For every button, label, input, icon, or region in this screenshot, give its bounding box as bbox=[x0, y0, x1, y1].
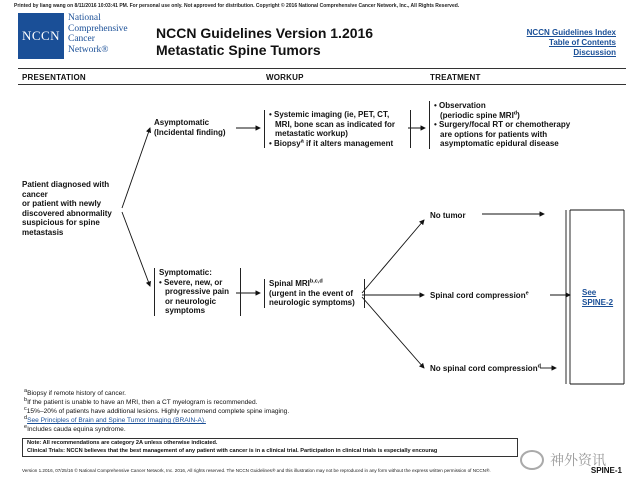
guidelines-index-link[interactable]: NCCN Guidelines Index bbox=[526, 28, 616, 37]
footnote-text: Includes cauda equina syndrome. bbox=[27, 426, 126, 433]
outcome-compression bbox=[430, 291, 529, 301]
footnote-ref: a bbox=[300, 138, 304, 145]
outcome-no-compression bbox=[430, 364, 541, 374]
page-id: SPINE-1 bbox=[590, 466, 622, 475]
observation-mri: (periodic spine MRI bbox=[440, 110, 514, 120]
logo-line: National bbox=[68, 13, 101, 23]
symptomatic-line: or neurologic bbox=[165, 296, 217, 306]
observation-detail bbox=[434, 111, 594, 121]
footnote-e bbox=[24, 423, 126, 434]
asym-workup-line: MRI, bone scan as indicated for bbox=[275, 119, 396, 129]
arrow-to-no-tumor bbox=[362, 220, 424, 293]
version-footer: Version 1.2016, 07/25/16 © National Comprehensive Cancer Network, Inc. 2016, All rights reserved. The NCCN Guidelines® and this illustration may not be reproduced in any form without the express written permission of NCCN®. bbox=[22, 468, 491, 473]
footnote-ref: d bbox=[537, 363, 541, 370]
guideline-page bbox=[4, 0, 636, 496]
footnote-d bbox=[24, 414, 206, 425]
symptomatic-box bbox=[154, 268, 241, 316]
compression-text: Spinal cord compression bbox=[430, 291, 526, 300]
column-header-treatment: TREATMENT bbox=[430, 73, 481, 82]
footnote-a bbox=[24, 387, 127, 398]
logo-line: Cancer bbox=[68, 34, 95, 44]
logo-line: Comprehensive bbox=[68, 23, 128, 34]
asym-treatment-box bbox=[429, 101, 594, 149]
footnote-ref: e bbox=[525, 290, 529, 297]
symptomatic-line: symptoms bbox=[165, 306, 206, 316]
spinal-mri-detail: neurologic symptoms) bbox=[269, 298, 355, 308]
footnote-text: If the patient is unable to have an MRI, then a CT myelogram is recommended. bbox=[27, 399, 258, 406]
footnote-letter: c bbox=[24, 405, 27, 412]
presentation-line: metastasis bbox=[22, 227, 64, 237]
asym-workup-box bbox=[264, 110, 411, 148]
footnote-ref: d bbox=[513, 109, 518, 116]
observation-close: ) bbox=[517, 110, 520, 120]
title-version: NCCN Guidelines Version 1.2016 bbox=[156, 25, 374, 41]
arrow-to-no-compression bbox=[362, 297, 424, 368]
symptomatic-label: Symptomatic: bbox=[159, 268, 212, 277]
symptomatic-line: progressive pain bbox=[165, 287, 230, 297]
watermark-text: 神外资讯 bbox=[550, 452, 606, 468]
presentation-line: or patient with newly bbox=[22, 199, 102, 209]
footnote-ref: b,c,d bbox=[309, 278, 323, 285]
biopsy-text: • Biopsy bbox=[269, 138, 301, 148]
footnote-b bbox=[24, 396, 258, 407]
asymptomatic-line: Asymptomatic bbox=[154, 118, 210, 127]
asym-workup-biopsy bbox=[269, 139, 407, 149]
presentation-line: Patient diagnosed with bbox=[22, 180, 110, 189]
arrow-to-symptomatic bbox=[122, 212, 150, 286]
brain-a-link[interactable]: See Principles of Brain and Spine Tumor Imaging (BRAIN-A). bbox=[27, 417, 206, 424]
spinal-mri-text: Spinal MRI bbox=[269, 279, 310, 288]
footnote-letter: a bbox=[24, 387, 28, 394]
footnote-letter: d bbox=[24, 414, 28, 421]
column-header-workup: WORKUP bbox=[266, 73, 304, 82]
footnote-c bbox=[24, 405, 290, 416]
presentation-line: cancer bbox=[22, 189, 48, 199]
footnote-letter: e bbox=[24, 423, 28, 430]
note-box bbox=[22, 438, 518, 457]
arrow-to-asymptomatic bbox=[122, 128, 150, 208]
sym-workup-box bbox=[264, 279, 365, 308]
title-topic: Metastatic Spine Tumors bbox=[156, 42, 321, 58]
surgery-line: asymptomatic epidural disease bbox=[440, 139, 559, 149]
printed-header: Printed by liang wang on 8/11/2016 10:03:41 PM. For personal use only. Not approved for distribution. Copyright © 2016 National Comprehensive Cancer Network, Inc., All Rights Reserved. bbox=[14, 3, 460, 9]
outcome-no-tumor: No tumor bbox=[430, 211, 466, 220]
no-compression-text: No spinal cord compression bbox=[430, 364, 538, 373]
clinical-trials-line: Clinical Trials: NCCN believes that the best management of any patient with cancer is in a clinical trial. Participation in clinical trials is especially encourag bbox=[27, 447, 438, 454]
footnote-text: 15%–20% of patients have additional lesions. Highly recommend complete spine imaging. bbox=[26, 408, 290, 415]
column-header-presentation: PRESENTATION bbox=[22, 73, 86, 82]
presentation-text bbox=[22, 180, 126, 238]
footnote-letter: b bbox=[24, 396, 28, 403]
note-line: Note: All recommendations are category 2A unless otherwise indicated. bbox=[27, 440, 218, 446]
table-of-contents-link[interactable]: Table of Contents bbox=[549, 38, 616, 47]
discussion-link[interactable]: Discussion bbox=[573, 48, 616, 57]
presentation-line: discovered abnormality bbox=[22, 208, 112, 218]
footnote-text: Biopsy if remote history of cancer. bbox=[27, 390, 127, 397]
observation-text: • Observation bbox=[434, 101, 486, 110]
presentation-line: suspicious for spine bbox=[22, 218, 100, 228]
surgery-line: • Surgery/focal RT or chemotherapy bbox=[434, 120, 571, 130]
see-spine-2-link[interactable] bbox=[582, 288, 613, 307]
see-link-line[interactable]: SPINE-2 bbox=[582, 297, 614, 307]
wechat-icon bbox=[520, 450, 544, 470]
biopsy-rest: if it alters management bbox=[303, 138, 394, 148]
logo-mark: NCCN bbox=[18, 13, 64, 59]
spinal-mri-line bbox=[269, 279, 361, 289]
surgery-line: are options for patients with bbox=[440, 129, 548, 139]
asymptomatic-line: (Incidental finding) bbox=[154, 127, 226, 137]
logo-line: Network® bbox=[68, 44, 109, 55]
asym-workup-line: metastatic workup) bbox=[275, 129, 348, 139]
asym-workup-line: • Systemic imaging (ie, PET, CT, bbox=[269, 110, 390, 119]
see-link-line[interactable]: See bbox=[582, 288, 597, 297]
asymptomatic-label bbox=[154, 118, 226, 137]
symptomatic-line: • Severe, new, or bbox=[159, 277, 223, 287]
spinal-mri-detail: (urgent in the event of bbox=[269, 288, 353, 298]
